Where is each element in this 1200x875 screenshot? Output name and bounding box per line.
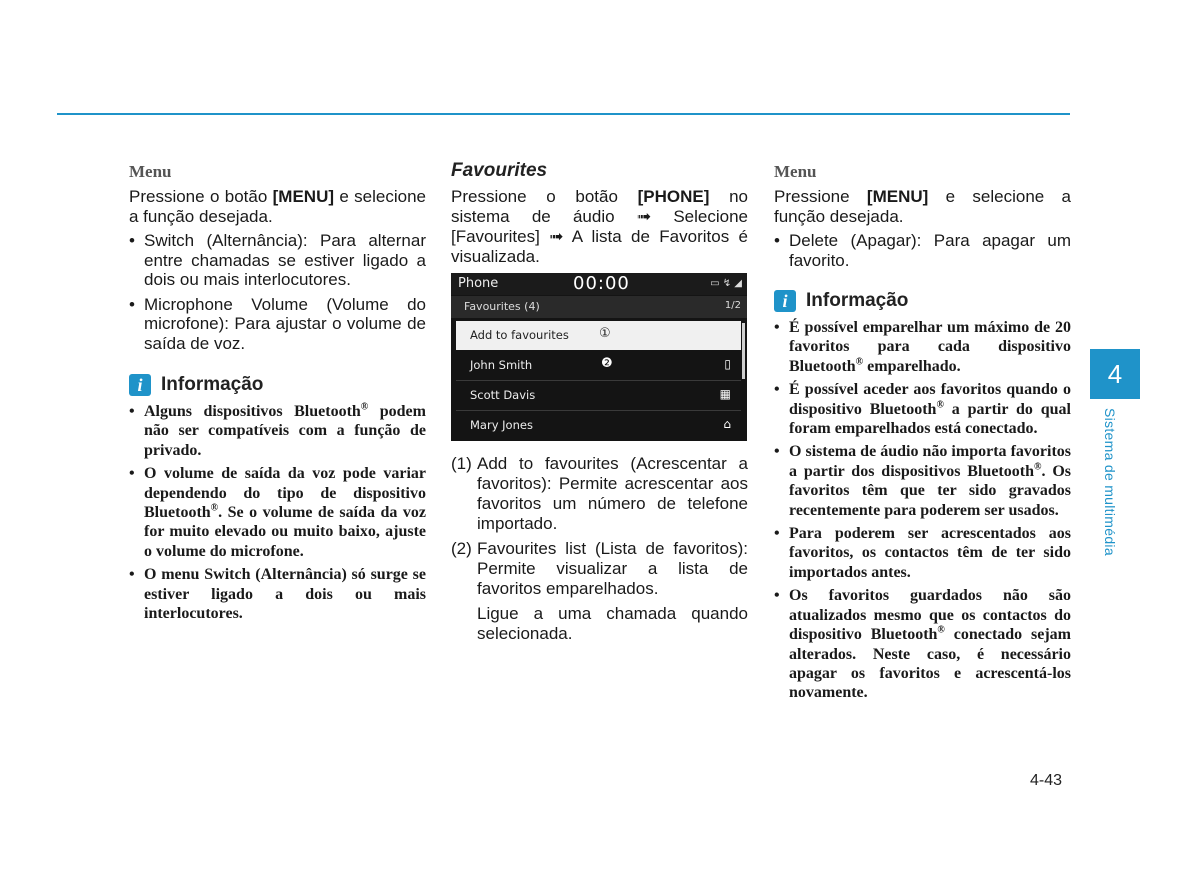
screen-time: 00:00 — [573, 273, 630, 294]
info-item: • Para poderem ser acrescentados aos favoritos, os contactos têm de ter sido importados antes. — [774, 524, 1071, 582]
screen-title: Phone — [458, 276, 499, 291]
menu-options-list — [774, 231, 1071, 270]
favourites-heading: Favourites — [451, 160, 548, 181]
favourite-row-scott-davis[interactable] — [456, 381, 741, 410]
menu-intro: Pressione o botão [MENU] e selecione a função desejada. — [129, 187, 427, 226]
phone-screen — [451, 273, 747, 441]
column-1 — [129, 160, 426, 627]
row-label: Scott Davis — [470, 388, 536, 402]
section-title: Sistema de multimédia — [1102, 408, 1118, 556]
top-rule — [57, 113, 1070, 115]
scrollbar[interactable] — [742, 323, 745, 379]
info-item: • O menu Switch (Alternância) só surge se estiver ligado a dois ou mais interlocutores. — [129, 565, 426, 623]
page-number: 4-43 — [1030, 772, 1063, 789]
favourites-intro: Pressione o botão [PHONE] no sistema de áudio ➟ Selecione [Favourites] ➟ A lista de Favoritos é visualizada. — [451, 187, 748, 266]
favourites-count: Favourites (4) — [464, 300, 540, 313]
callout-descriptions — [451, 454, 748, 599]
info-item: • Alguns dispositivos Bluetooth® podem não ser compatíveis com a função de privado. — [129, 402, 426, 460]
info-title: Informação — [161, 374, 264, 395]
mobile-phone-icon: ▯ — [724, 357, 731, 371]
menu-heading: Menu — [774, 162, 817, 181]
row-label: Mary Jones — [470, 418, 533, 432]
callout-2: ❷ — [601, 356, 613, 371]
page-indicator: 1/2 — [724, 300, 741, 311]
menu-options-list — [129, 231, 426, 353]
info-item: • É possível emparelhar um máximo de 20 favoritos para cada dispositivo Bluetooth® emparelhado. — [774, 318, 1071, 376]
info-item: • O sistema de áudio não importa favoritos a partir dos dispositivos Bluetooth®. Os favoritos têm que ter sido gravados recentemente para poderem ser usados. — [774, 442, 1071, 520]
column-2-lower — [451, 454, 748, 644]
info-list — [129, 402, 426, 623]
call-note: Ligue a uma chamada quando selecionada. — [477, 604, 748, 643]
home-icon: ⌂ — [723, 417, 731, 431]
callout-1: ① — [599, 326, 611, 341]
column-2 — [451, 160, 748, 267]
info-item: • É possível aceder aos favoritos quando o dispositivo Bluetooth® a partir do qual foram emparelhados está conectado. — [774, 380, 1071, 438]
list-item: (2) Favourites list (Lista de favoritos): Permite visualizar a lista de favoritos emparelhados. — [451, 539, 748, 598]
favourite-row-john-smith[interactable] — [456, 351, 741, 380]
list-item: • Microphone Volume (Volume do microfone): Para ajustar o volume de saída de voz. — [129, 295, 426, 354]
status-icons: ▭ ↯ ◢ — [710, 278, 742, 289]
row-label: John Smith — [470, 358, 533, 372]
chapter-tab: 4 — [1090, 349, 1140, 399]
list-item: (1) Add to favourites (Acrescentar a favoritos): Permite acrescentar aos favoritos um número de telefone importado. — [451, 454, 748, 533]
info-item: • Os favoritos guardados não são atualizados mesmo que os contactos do dispositivo Bluetooth® conectado sejam alterados. Neste caso, é necessário apagar os favoritos e acrescentá-los novamente. — [774, 586, 1071, 702]
list-item: • Switch (Alternância): Para alternar entre chamadas se estiver ligado a dois ou mais interlocutores. — [129, 231, 426, 290]
info-header — [129, 374, 426, 396]
info-header — [774, 290, 1071, 312]
info-list — [774, 318, 1071, 703]
row-label: Add to favourites — [470, 328, 569, 342]
info-icon: i — [774, 290, 796, 312]
list-item: • Delete (Apagar): Para apagar um favorito. — [774, 231, 1071, 270]
menu-heading: Menu — [129, 162, 172, 181]
info-title: Informação — [806, 290, 909, 311]
menu-intro: Pressione [MENU] e selecione a função desejada. — [774, 187, 1071, 226]
favourite-row-mary-jones[interactable] — [456, 411, 741, 440]
info-icon: i — [129, 374, 151, 396]
info-item: • O volume de saída da voz pode variar dependendo do tipo de dispositivo Bluetooth®. Se o volume de saída da voz for muito elevado ou muito baixo, ajuste o volume do microfone. — [129, 464, 426, 561]
office-icon: ▦ — [719, 387, 731, 401]
column-3 — [774, 160, 1071, 707]
